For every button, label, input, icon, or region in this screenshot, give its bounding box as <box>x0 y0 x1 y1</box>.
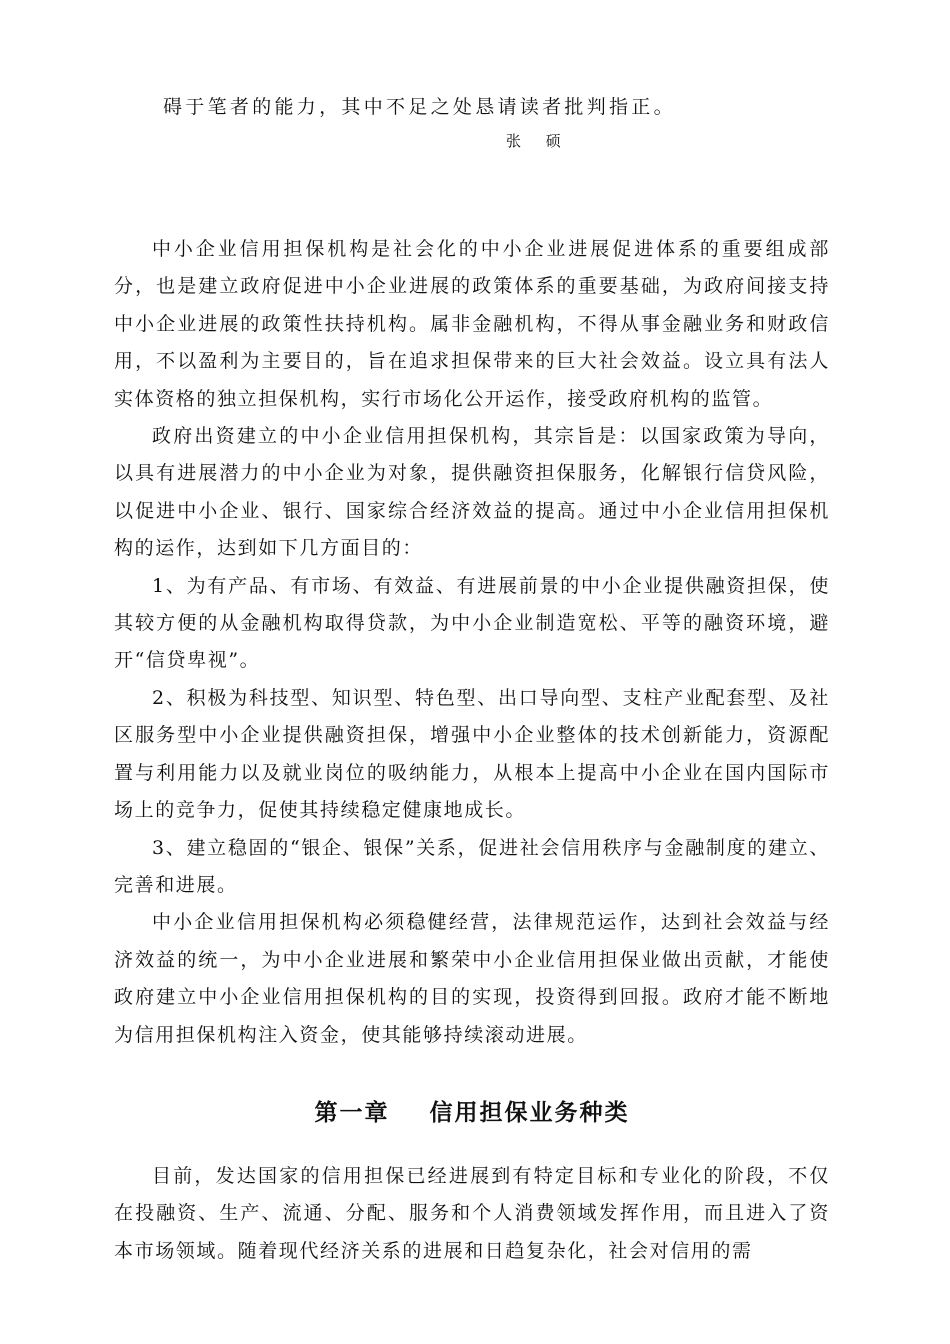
list-item-1: 1、为有产品、有市场、有效益、有进展前景的中小企业提供融资担保，使其较方便的从金融机构取得贷款，为中小企业制造宽松、平等的融资环境，避开“信贷卑视”。 <box>114 574 830 672</box>
list-item-3: 3、建立稳固的“银企、银保”关系，促进社会信用秩序与金融制度的建立、完善和进展。 <box>114 836 830 896</box>
paragraph: 目前，发达国家的信用担保已经进展到有特定目标和专业化的阶段，不仅在投融资、生产、流通、分配、服务和个人消费领域发挥作用，而且进入了资本市场领域。随着现代经济关系的进展和日趋复杂化，社会对信用的需 <box>114 1165 830 1262</box>
paragraph: 政府出资建立的中小企业信用担保机构，其宗旨是：以国家政策为导向，以具有进展潜力的中小企业为对象，提供融资担保服务，化解银行信贷风险，以促进中小企业、银行、国家综合经济效益的提高。通过中小企业信用担保机构的运作，达到如下几方面目的： <box>114 425 830 560</box>
preface-closing-line: 碍于笔者的能力，其中不足之处恳请读者批判指正。 <box>163 96 676 118</box>
chapter-body <box>114 1158 830 1270</box>
list-item-2: 2、积极为科技型、知识型、特色型、出口导向型、支柱产业配套型、及社区服务型中小企业提供融资担保，增强中小企业整体的技术创新能力，资源配置与利用能力以及就业岗位的吸纳能力，从根本上提高中小企业在国内国际市场上的竞争力，促使其持续稳定健康地成长。 <box>114 686 830 822</box>
paragraph: 中小企业信用担保机构必须稳健经营，法律规范运作，达到社会效益与经济效益的统一，为中小企业进展和繁荣中小企业信用担保业做出贡献，才能使政府建立中小企业信用担保机构的目的实现，投资得到回报。政府才能不断地为信用担保机构注入资金，使其能够持续滚动进展。 <box>114 911 830 1046</box>
preface-author: 张 硕 <box>506 132 571 150</box>
paragraph: 中小企业信用担保机构是社会化的中小企业进展促进体系的重要组成部分，也是建立政府促进中小企业进展的政策体系的重要基础，为政府间接支持中小企业进展的政策性扶持机构。属非金融机构，不得从事金融业务和财政信用，不以盈利为主要目的，旨在追求担保带来的巨大社会效益。设立具有法人实体资格的独立担保机构，实行市场化公开运作，接受政府机构的监管。 <box>114 238 830 410</box>
chapter-heading: 第一章 信用担保业务种类 <box>314 1100 630 1126</box>
intro-body <box>114 231 830 1054</box>
